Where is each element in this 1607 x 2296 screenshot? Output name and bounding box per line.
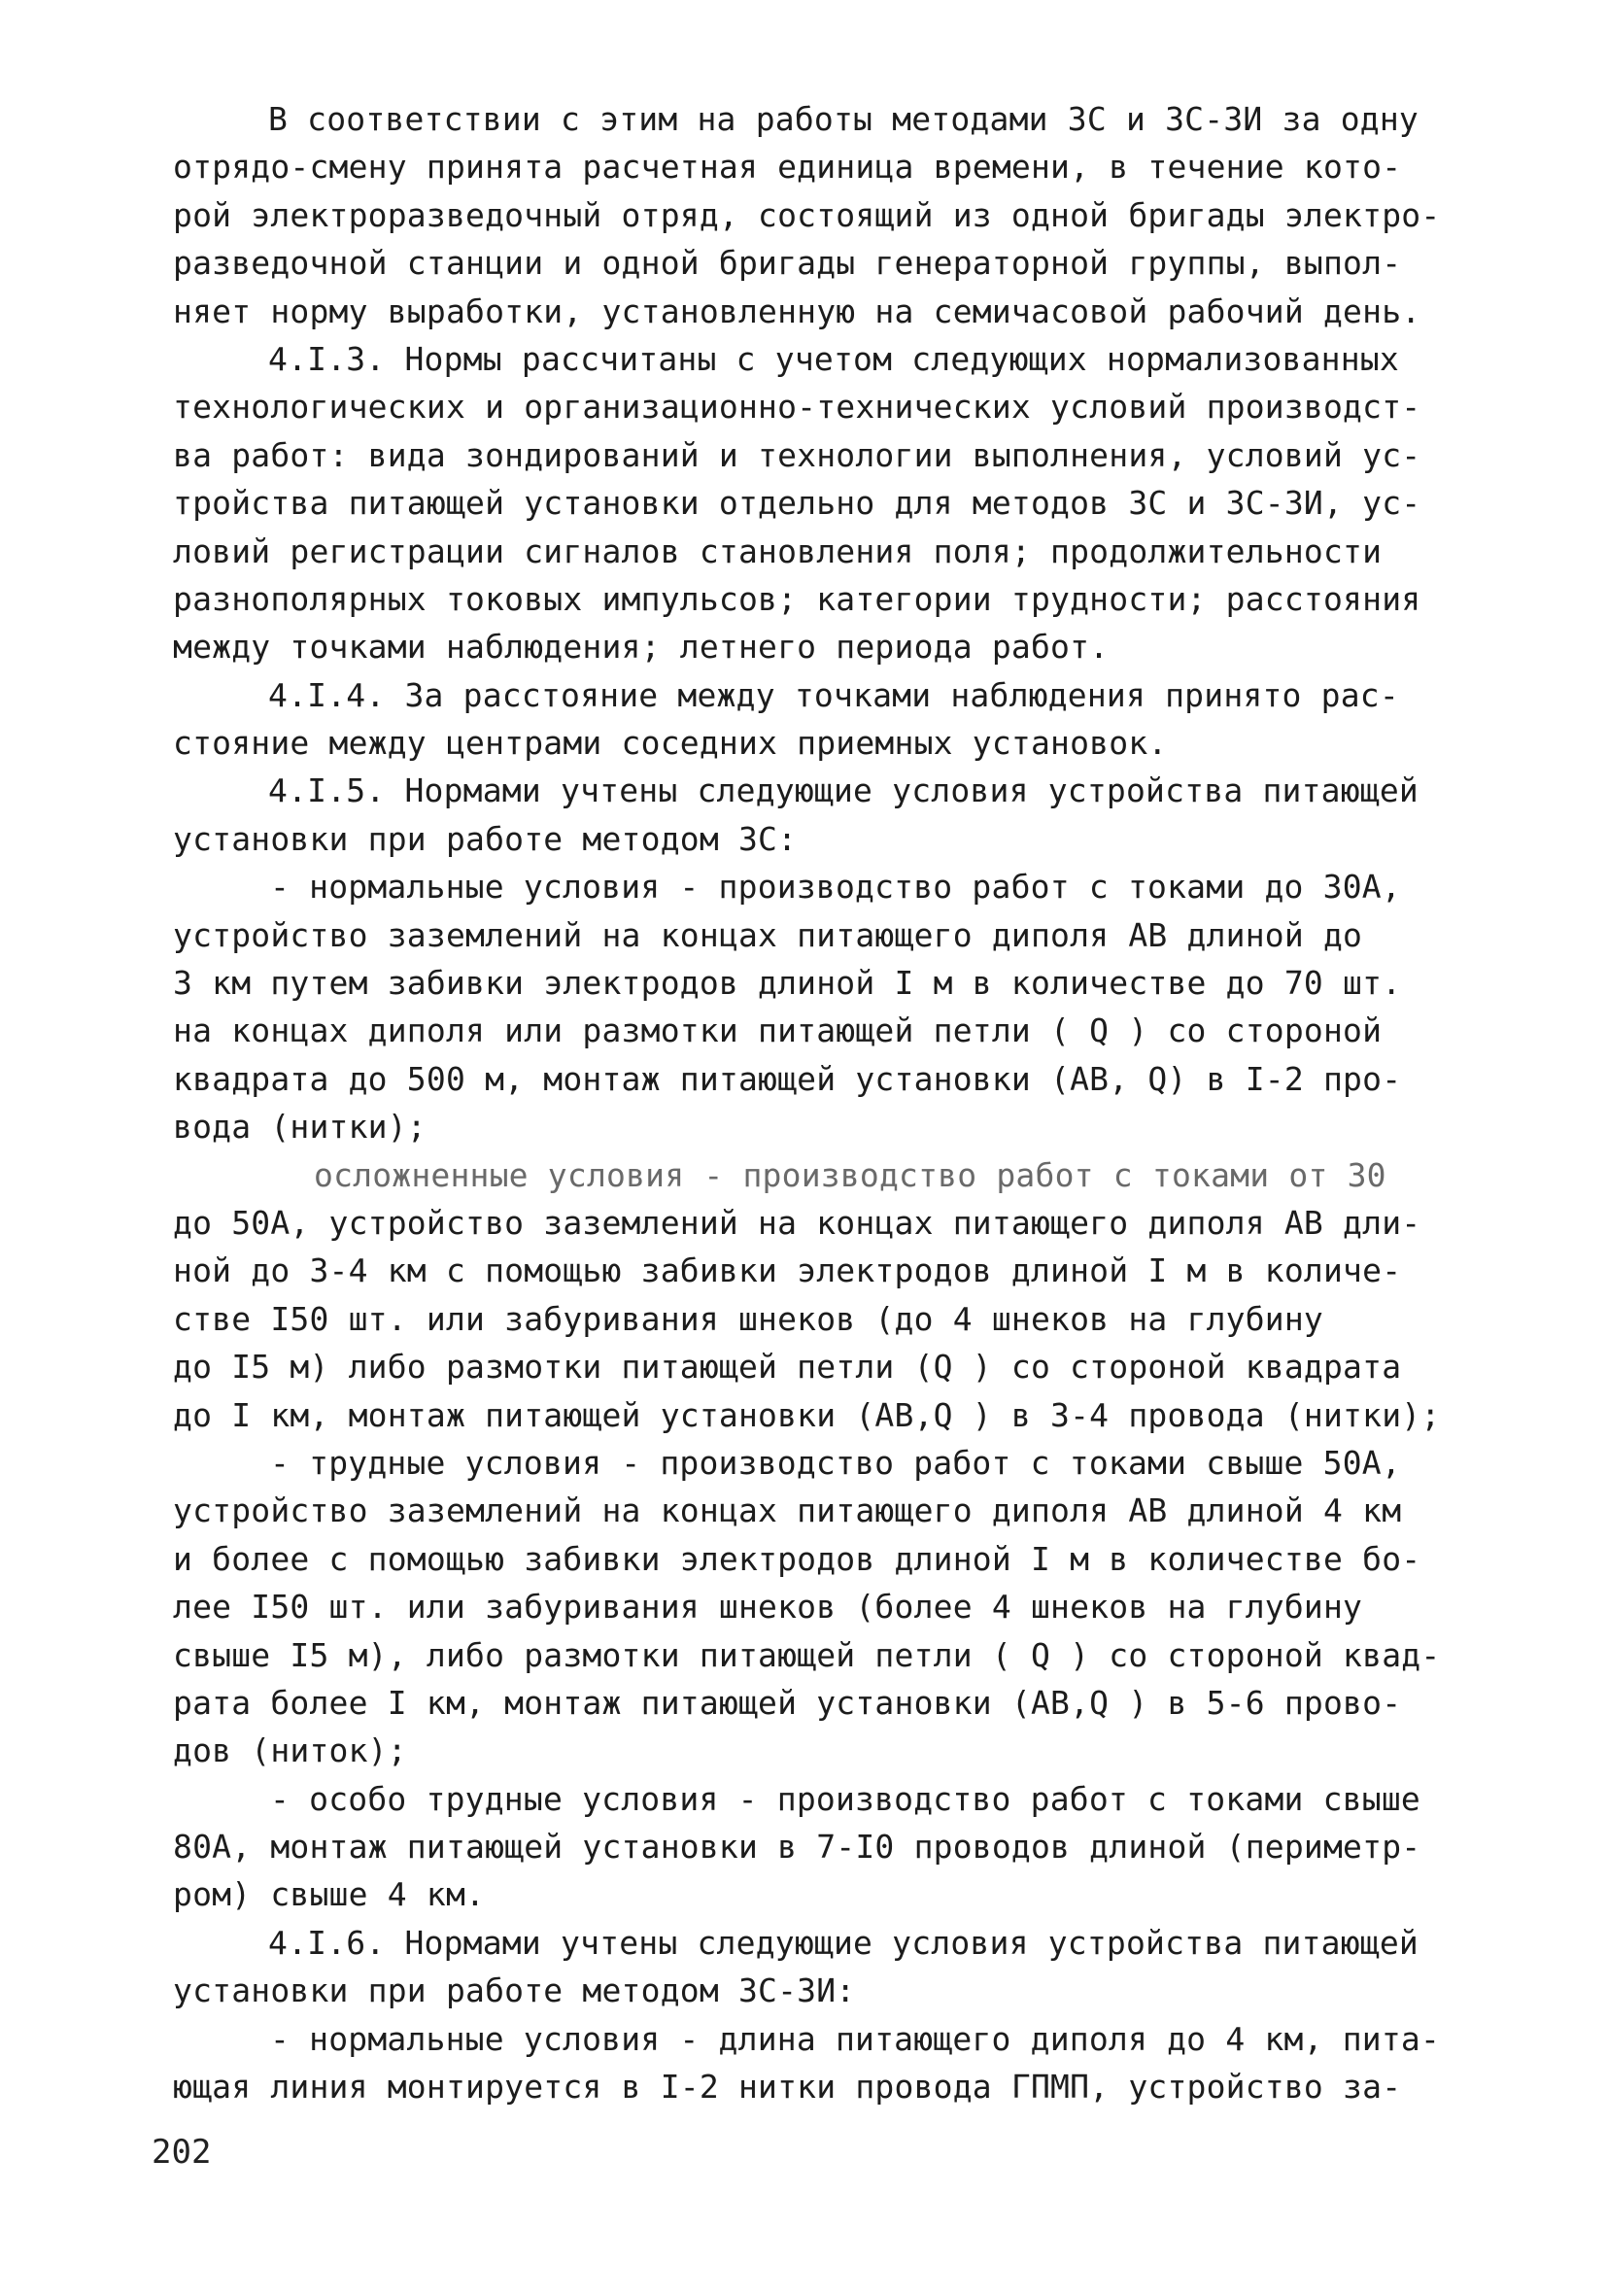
list-item-complicated-conditions: осложненные условия - производство работ с токами от 30 — [314, 1155, 1386, 1194]
text-line: разведочной станции и одной бригады генераторной группы, выпол- — [173, 244, 1402, 283]
text-line: вода (нитки); — [173, 1108, 427, 1147]
section-4-1-6-start: 4.I.6. Нормами учтены следующие условия устройства питающей — [268, 1923, 1419, 1962]
text-line: до I км, монтаж питающей установки (АВ,Q ) в 3-4 провода (нитки); — [173, 1395, 1441, 1434]
section-4-1-3-start: 4.I.3. Нормы рассчитаны с учетом следующих нормализованных — [268, 339, 1399, 378]
text-line: няет норму выработки, установленную на семичасовой рабочий день. — [173, 291, 1421, 330]
text-line: стояние между центрами соседних приемных установок. — [173, 724, 1168, 763]
text-line: свыше I5 м), либо размотки питающей петли ( Q ) со стороной квад- — [173, 1635, 1441, 1674]
text-line: дов (ниток); — [173, 1731, 407, 1770]
document-body — [173, 95, 1455, 2110]
list-item-difficult-conditions: - трудные условия - производство работ с токами свыше 50А, — [270, 1443, 1401, 1482]
text-line: рой электроразведочный отряд, состоящий из одной бригады электро- — [173, 195, 1441, 234]
text-line: установки при работе методом ЗС: — [173, 819, 798, 858]
text-line: установки при работе методом ЗС-ЗИ: — [173, 1971, 856, 2010]
text-line: 3 км путем забивки электродов длиной I м в количестве до 70 шт. — [173, 964, 1402, 1003]
text-line: разнополярных токовых импульсов; категории трудности; расстояния — [173, 579, 1421, 618]
text-line: технологических и организационно-технических условий производст- — [173, 388, 1421, 427]
text-line: ной до 3-4 км с помощью забивки электродов длиной I м в количе- — [173, 1251, 1402, 1290]
text-line: отрядо-смену принята расчетная единица времени, в течение кото- — [173, 148, 1402, 187]
text-line: между точками наблюдения; летнего периода работ. — [173, 628, 1110, 667]
page-number: 202 — [152, 2133, 212, 2172]
text-line: рата более I км, монтаж питающей установки (АВ,Q ) в 5-6 прово- — [173, 1683, 1402, 1722]
text-line: стве I50 шт. или забуривания шнеков (до 4 шнеков на глубину — [173, 1299, 1323, 1338]
text-line: лее I50 шт. или забуривания шнеков (более 4 шнеков на глубину — [173, 1588, 1363, 1627]
section-4-1-4-start: 4.I.4. За расстояние между точками наблюдения принято рас- — [268, 675, 1399, 714]
text-line: квадрата до 500 м, монтаж питающей установки (АВ, Q) в I-2 про- — [173, 1059, 1402, 1098]
section-4-1-5-start: 4.I.5. Нормами учтены следующие условия устройства питающей — [268, 771, 1419, 810]
list-item-normal-conditions: - нормальные условия - производство работ с токами до 30А, — [270, 868, 1401, 907]
text-line: ющая линия монтируется в I-2 нитки провода ГПМП, устройство за- — [173, 2068, 1402, 2107]
text-line: ва работ: вида зондирований и технологии выполнения, условий ус- — [173, 435, 1421, 474]
text-line: до 50А, устройство заземлений на концах питающего диполя АВ дли- — [173, 1203, 1421, 1242]
text-line: В соответствии с этим на работы методами ЗС и ЗС-ЗИ за одну — [268, 100, 1419, 138]
text-line: и более с помощью забивки электродов длиной I м в количестве бо- — [173, 1539, 1421, 1578]
text-line: на концах диполя или размотки питающей петли ( Q ) со стороной — [173, 1011, 1383, 1050]
text-line: ром) свыше 4 км. — [173, 1875, 486, 1914]
text-line: 80А, монтаж питающей установки в 7-I0 проводов длиной (периметр- — [173, 1828, 1421, 1867]
text-line: до I5 м) либо размотки питающей петли (Q ) со стороной квадрата — [173, 1348, 1402, 1387]
list-item-very-difficult-conditions: - особо трудные условия - производство работ с токами свыше — [270, 1779, 1420, 1818]
text-line: тройства питающей установки отдельно для методов ЗС и ЗС-ЗИ, ус- — [173, 484, 1421, 523]
text-line: ловий регистрации сигналов становления поля; продолжительности — [173, 531, 1383, 570]
text-line: устройство заземлений на концах питающего диполя АВ длиной до — [173, 915, 1363, 954]
list-item-normal-conditions-zs-zi: - нормальные условия - длина питающего диполя до 4 км, пита- — [270, 2019, 1441, 2058]
text-line: устройство заземлений на концах питающего диполя АВ длиной 4 км — [173, 1491, 1402, 1530]
